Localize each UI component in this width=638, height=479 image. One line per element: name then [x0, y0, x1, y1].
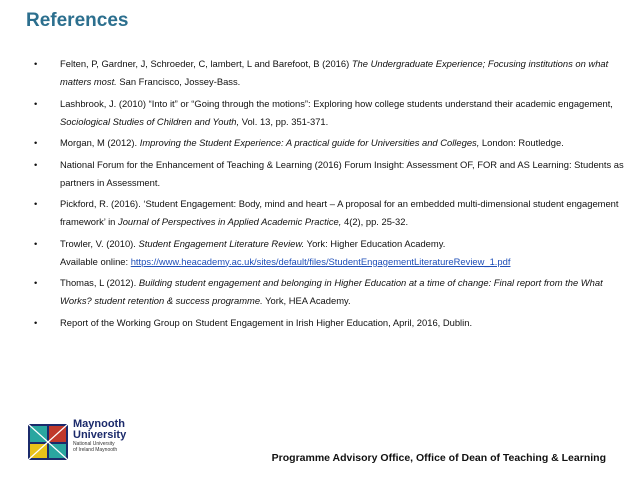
reference-text: York, HEA Academy. — [262, 295, 351, 306]
reference-title-text: Journal of Perspectives in Applied Academic Practice, — [118, 216, 342, 227]
bullet-icon: • — [34, 237, 38, 249]
reference-title-text: Student Engagement Literature Review. — [138, 237, 305, 249]
reference-item — [34, 55, 624, 91]
bullet-icon: • — [34, 198, 38, 209]
reference-item — [34, 235, 624, 271]
reference-item — [34, 95, 624, 131]
reference-item — [34, 314, 624, 332]
bullet-icon: • — [34, 97, 38, 109]
reference-text: Vol. 13, pp. 351-371. — [239, 115, 329, 127]
logo-subtitle-line2: of Ireland Maynooth — [73, 447, 118, 453]
bullet-icon: • — [34, 158, 38, 170]
reference-text: 4(2), pp. 25-32. — [341, 216, 409, 227]
references-list — [34, 55, 624, 335]
reference-title-text: The Undergraduate Experience; Focusing institutions on what matters most. — [60, 58, 609, 87]
slide-title: References — [26, 10, 129, 31]
reference-text: Pickford, R. (2016). ‘Student Engagement: Body, mind and heart – A proposal for an embedded multi-dimensional student engagement framework’ in — [60, 198, 619, 227]
logo-subtitle-line1: National University — [73, 441, 115, 447]
reference-title-text: Improving the Student Experience: A practical guide for Universities and Colleges, — [139, 137, 480, 148]
reference-text: Felten, P, Gardner, J, Schroeder, C, lambert, L and Barefoot, B (2016) — [60, 58, 352, 69]
reference-text: Thomas, L (2012). — [60, 277, 139, 288]
reference-text: San Francisco, Jossey-Bass. — [116, 76, 241, 87]
bullet-icon: • — [34, 316, 38, 328]
reference-text: National Forum for the Enhancement of Teaching & Learning (2016) Forum Insight: Assessment OF, FOR and AS Learning: Students as partners in Assessment. — [60, 158, 624, 188]
reference-text: Morgan, M (2012). — [60, 137, 140, 148]
reference-text: Lashbrook, J. (2010) “Into it” or “Going through the motions”: Exploring how college students understand their academic engagement, — [60, 97, 613, 109]
bullet-icon: • — [34, 137, 38, 148]
footer-office-label: Programme Advisory Office, Office of Dean of Teaching & Learning — [271, 452, 606, 464]
bullet-icon: • — [34, 277, 38, 288]
reference-title-text: Building student engagement and belonging in Higher Education at a time of change: Final report from the What Works? student retention & success programme. — [60, 277, 603, 306]
reference-item — [34, 134, 624, 152]
logo-name-line2: University — [73, 429, 127, 441]
university-logo — [73, 419, 126, 453]
logo-name-line1: Maynooth — [73, 418, 125, 430]
reference-title-text: Sociological Studies of Children and Youth, — [60, 115, 240, 127]
bullet-icon: • — [34, 58, 38, 69]
reference-text: Available online: — [60, 255, 131, 267]
reference-text: Report of the Working Group on Student Engagement in Irish Higher Education, April, 2016, Dublin. — [60, 316, 473, 328]
reference-item — [34, 156, 624, 192]
reference-text: York: Higher Education Academy. — [304, 237, 446, 249]
reference-item — [34, 274, 624, 310]
reference-text: London: Routledge. — [479, 137, 564, 148]
reference-link[interactable]: https://www.heacademy.ac.uk/sites/default/files/StudentEngagementLiteratureReview_1.pdf — [130, 255, 511, 267]
reference-text: Trowler, V. (2010). — [60, 237, 139, 249]
reference-item — [34, 195, 624, 231]
